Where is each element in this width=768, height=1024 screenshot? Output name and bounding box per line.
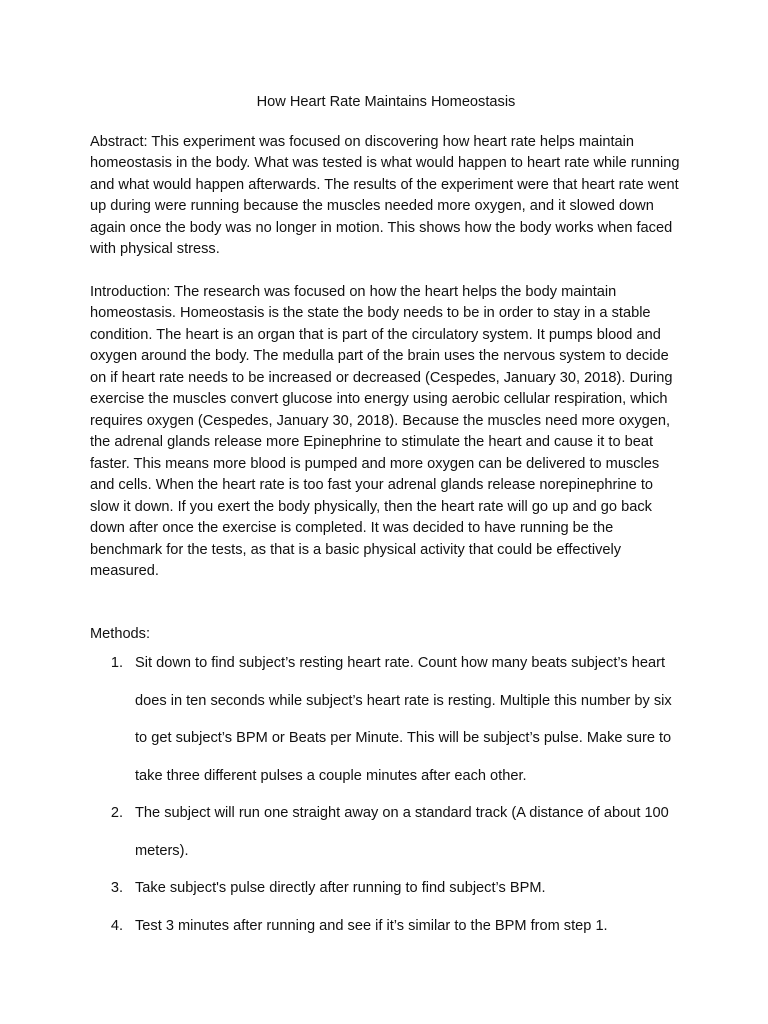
step-text: Test 3 minutes after running and see if it’s similar to the BPM from step 1. (135, 917, 608, 934)
document-title: How Heart Rate Maintains Homeostasis (256, 94, 516, 110)
step-number: 1. (110, 655, 123, 671)
step-number: 3. (110, 880, 123, 896)
step-number: 4. (110, 917, 123, 934)
method-step (90, 645, 682, 795)
step-text: Take subject's pulse directly after running to find subject’s BPM. (135, 880, 546, 896)
methods-heading: Methods: (90, 625, 151, 642)
introduction-paragraph: Introduction: The research was focused on how the heart helps the body maintain homeostasis. Homeostasis is the state the body needs to be in order to stay in a stable condition. The heart is an organ that is part of the circulatory system. It pumps blood and oxygen around the body. The medulla part of the brain uses the nervous system to decide on if heart rate needs to be increased or decreased (Cespedes, January 30, 2018). During exercise the muscles convert glucose into energy using aerobic cellular respiration, which requires oxygen (Cespedes, January 30, 2018). Because the muscles need more oxygen, the adrenal glands release more Epinephrine to stimulate the heart and cause it to beat faster. This means more blood is pumped and more oxygen can be delivered to muscles and cells. When the heart rate is too fast your adrenal glands release norepinephrine to slow it down. If you exert the body physically, then the heart rate will go up and go back down after once the exercise is completed. It was decided to have running be the benchmark for the tests, as that is a basic physical activity that could be effectively measured. (90, 283, 673, 579)
method-step (90, 908, 682, 946)
abstract-paragraph: Abstract: This experiment was focused on discovering how heart rate helps maintain homeostasis in the body. What was tested is what would happen to heart rate while running and what would happen afterwards. The results of the experiment were that heart rate went up during were running because the muscles needed more oxygen, and it slowed down again once the body was no longer in motion. This shows how the body works when faced with physical stress. (90, 133, 680, 257)
step-text: The subject will run one straight away on a standard track (A distance of about 100 meters). (135, 805, 669, 859)
method-step (90, 870, 682, 908)
methods-list (90, 645, 682, 945)
step-text: Sit down to find subject’s resting heart rate. Count how many beats subject’s heart does in ten seconds while subject’s heart rate is resting. Multiple this number by six to get subject’s BPM or Beats per Minute. This will be subject’s pulse. Make sure to take three different pulses a couple minutes after each other. (135, 655, 672, 784)
step-number: 2. (110, 805, 123, 821)
method-step (90, 795, 682, 870)
